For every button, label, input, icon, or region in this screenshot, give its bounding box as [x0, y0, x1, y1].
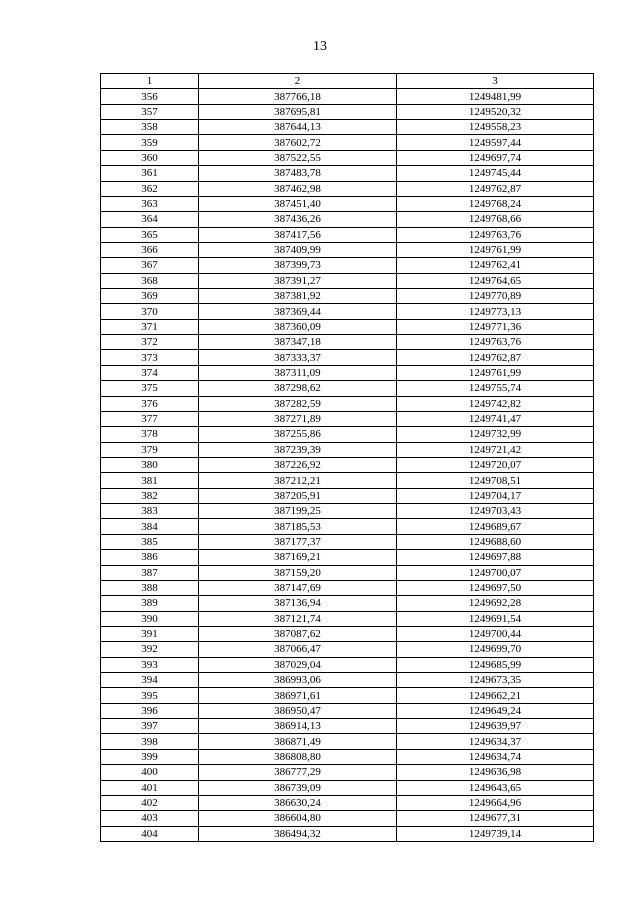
point-number-cell: 379: [101, 442, 199, 457]
y-coordinate-cell: 1249481,99: [397, 89, 594, 104]
table-row: [101, 688, 594, 703]
y-coordinate-cell: 1249685,99: [397, 657, 594, 672]
point-number-cell: 404: [101, 826, 199, 841]
table-row: [101, 304, 594, 319]
table-row: [101, 196, 594, 211]
y-coordinate-cell: 1249697,74: [397, 150, 594, 165]
x-coordinate-cell: 387347,18: [199, 335, 397, 350]
y-coordinate-cell: 1249739,14: [397, 826, 594, 841]
x-coordinate-cell: 387462,98: [199, 181, 397, 196]
table-row: [101, 673, 594, 688]
y-coordinate-cell: 1249664,96: [397, 795, 594, 810]
table-row: [101, 488, 594, 503]
y-coordinate-cell: 1249643,65: [397, 780, 594, 795]
y-coordinate-cell: 1249763,76: [397, 335, 594, 350]
point-number-cell: 364: [101, 212, 199, 227]
x-coordinate-cell: 386950,47: [199, 703, 397, 718]
point-number-cell: 396: [101, 703, 199, 718]
x-coordinate-cell: 386630,24: [199, 795, 397, 810]
x-coordinate-cell: 387159,20: [199, 565, 397, 580]
y-coordinate-cell: 1249697,50: [397, 580, 594, 595]
table-row: [101, 826, 594, 841]
x-coordinate-cell: 387255,86: [199, 427, 397, 442]
y-coordinate-cell: 1249634,74: [397, 749, 594, 764]
point-number-cell: 360: [101, 150, 199, 165]
point-number-cell: 374: [101, 365, 199, 380]
table-row: [101, 457, 594, 472]
x-coordinate-cell: 387226,92: [199, 457, 397, 472]
x-coordinate-cell: 387602,72: [199, 135, 397, 150]
y-coordinate-cell: 1249745,44: [397, 166, 594, 181]
page-number: 13: [313, 39, 327, 54]
point-number-cell: 402: [101, 795, 199, 810]
x-coordinate-cell: 387087,62: [199, 626, 397, 641]
table-row: [101, 319, 594, 334]
x-coordinate-cell: 387205,91: [199, 488, 397, 503]
x-coordinate-cell: 387311,09: [199, 365, 397, 380]
x-coordinate-cell: 387177,37: [199, 534, 397, 549]
y-coordinate-cell: 1249703,43: [397, 504, 594, 519]
header-row: [101, 74, 594, 89]
table-row: [101, 626, 594, 641]
y-coordinate-cell: 1249708,51: [397, 473, 594, 488]
point-number-cell: 370: [101, 304, 199, 319]
table-row: [101, 473, 594, 488]
x-coordinate-cell: 386871,49: [199, 734, 397, 749]
y-coordinate-cell: 1249704,17: [397, 488, 594, 503]
y-coordinate-cell: 1249721,42: [397, 442, 594, 457]
table-row: [101, 765, 594, 780]
table-row: [101, 335, 594, 350]
header-cell-2: 2: [199, 74, 397, 89]
y-coordinate-cell: 1249689,67: [397, 519, 594, 534]
point-number-cell: 390: [101, 611, 199, 626]
y-coordinate-cell: 1249520,32: [397, 104, 594, 119]
point-number-cell: 361: [101, 166, 199, 181]
x-coordinate-cell: 387199,25: [199, 504, 397, 519]
table-row: [101, 642, 594, 657]
y-coordinate-cell: 1249764,65: [397, 273, 594, 288]
y-coordinate-cell: 1249597,44: [397, 135, 594, 150]
point-number-cell: 381: [101, 473, 199, 488]
x-coordinate-cell: 386971,61: [199, 688, 397, 703]
y-coordinate-cell: 1249636,98: [397, 765, 594, 780]
table-row: [101, 811, 594, 826]
table-row: [101, 504, 594, 519]
coordinates-table: [100, 73, 594, 842]
point-number-cell: 376: [101, 396, 199, 411]
x-coordinate-cell: 386914,13: [199, 719, 397, 734]
x-coordinate-cell: 386993,06: [199, 673, 397, 688]
x-coordinate-cell: 387271,89: [199, 411, 397, 426]
table-row: [101, 427, 594, 442]
point-number-cell: 389: [101, 596, 199, 611]
x-coordinate-cell: 387029,04: [199, 657, 397, 672]
point-number-cell: 373: [101, 350, 199, 365]
y-coordinate-cell: 1249639,97: [397, 719, 594, 734]
table-row: [101, 749, 594, 764]
x-coordinate-cell: 387483,78: [199, 166, 397, 181]
x-coordinate-cell: 387169,21: [199, 550, 397, 565]
x-coordinate-cell: 386808,80: [199, 749, 397, 764]
table-row: [101, 734, 594, 749]
x-coordinate-cell: 386777,29: [199, 765, 397, 780]
table-row: [101, 719, 594, 734]
x-coordinate-cell: 386604,80: [199, 811, 397, 826]
y-coordinate-cell: 1249761,99: [397, 242, 594, 257]
x-coordinate-cell: 387409,99: [199, 242, 397, 257]
point-number-cell: 383: [101, 504, 199, 519]
point-number-cell: 366: [101, 242, 199, 257]
point-number-cell: 357: [101, 104, 199, 119]
table-row: [101, 442, 594, 457]
table-row: [101, 150, 594, 165]
x-coordinate-cell: 387369,44: [199, 304, 397, 319]
point-number-cell: 403: [101, 811, 199, 826]
y-coordinate-cell: 1249692,28: [397, 596, 594, 611]
table-row: [101, 657, 594, 672]
point-number-cell: 394: [101, 673, 199, 688]
point-number-cell: 387: [101, 565, 199, 580]
y-coordinate-cell: 1249649,24: [397, 703, 594, 718]
table-row: [101, 534, 594, 549]
y-coordinate-cell: 1249699,70: [397, 642, 594, 657]
table-header: [101, 74, 594, 89]
x-coordinate-cell: 387451,40: [199, 196, 397, 211]
point-number-cell: 380: [101, 457, 199, 472]
point-number-cell: 398: [101, 734, 199, 749]
point-number-cell: 369: [101, 289, 199, 304]
table-row: [101, 396, 594, 411]
y-coordinate-cell: 1249771,36: [397, 319, 594, 334]
x-coordinate-cell: 387212,21: [199, 473, 397, 488]
x-coordinate-cell: 387399,73: [199, 258, 397, 273]
x-coordinate-cell: 387282,59: [199, 396, 397, 411]
x-coordinate-cell: 386739,09: [199, 780, 397, 795]
y-coordinate-cell: 1249700,07: [397, 565, 594, 580]
x-coordinate-cell: 387766,18: [199, 89, 397, 104]
y-coordinate-cell: 1249770,89: [397, 289, 594, 304]
x-coordinate-cell: 387298,62: [199, 381, 397, 396]
table-row: [101, 365, 594, 380]
table-row: [101, 703, 594, 718]
x-coordinate-cell: 387239,39: [199, 442, 397, 457]
x-coordinate-cell: 386494,32: [199, 826, 397, 841]
table-row: [101, 166, 594, 181]
table-row: [101, 565, 594, 580]
y-coordinate-cell: 1249742,82: [397, 396, 594, 411]
point-number-cell: 362: [101, 181, 199, 196]
table-row: [101, 580, 594, 595]
y-coordinate-cell: 1249762,41: [397, 258, 594, 273]
x-coordinate-cell: 387136,94: [199, 596, 397, 611]
table-row: [101, 258, 594, 273]
x-coordinate-cell: 387381,92: [199, 289, 397, 304]
point-number-cell: 365: [101, 227, 199, 242]
x-coordinate-cell: 387360,09: [199, 319, 397, 334]
header-cell-1: 1: [101, 74, 199, 89]
y-coordinate-cell: 1249662,21: [397, 688, 594, 703]
table-row: [101, 289, 594, 304]
table-body: [101, 89, 594, 842]
point-number-cell: 384: [101, 519, 199, 534]
y-coordinate-cell: 1249755,74: [397, 381, 594, 396]
point-number-cell: 395: [101, 688, 199, 703]
point-number-cell: 391: [101, 626, 199, 641]
table-row: [101, 780, 594, 795]
table-row: [101, 120, 594, 135]
point-number-cell: 378: [101, 427, 199, 442]
y-coordinate-cell: 1249773,13: [397, 304, 594, 319]
y-coordinate-cell: 1249691,54: [397, 611, 594, 626]
x-coordinate-cell: 387522,55: [199, 150, 397, 165]
table-row: [101, 104, 594, 119]
point-number-cell: 358: [101, 120, 199, 135]
point-number-cell: 385: [101, 534, 199, 549]
point-number-cell: 401: [101, 780, 199, 795]
table-row: [101, 135, 594, 150]
y-coordinate-cell: 1249697,88: [397, 550, 594, 565]
y-coordinate-cell: 1249763,76: [397, 227, 594, 242]
x-coordinate-cell: 387417,56: [199, 227, 397, 242]
table-row: [101, 381, 594, 396]
table-row: [101, 596, 594, 611]
point-number-cell: 359: [101, 135, 199, 150]
point-number-cell: 367: [101, 258, 199, 273]
x-coordinate-cell: 387121,74: [199, 611, 397, 626]
x-coordinate-cell: 387066,47: [199, 642, 397, 657]
table-row: [101, 242, 594, 257]
y-coordinate-cell: 1249762,87: [397, 181, 594, 196]
y-coordinate-cell: 1249720,07: [397, 457, 594, 472]
table-row: [101, 795, 594, 810]
x-coordinate-cell: 387644,13: [199, 120, 397, 135]
y-coordinate-cell: 1249762,87: [397, 350, 594, 365]
point-number-cell: 399: [101, 749, 199, 764]
header-cell-3: 3: [397, 74, 594, 89]
table-row: [101, 273, 594, 288]
y-coordinate-cell: 1249634,37: [397, 734, 594, 749]
point-number-cell: 382: [101, 488, 199, 503]
point-number-cell: 372: [101, 335, 199, 350]
table-row: [101, 611, 594, 626]
y-coordinate-cell: 1249732,99: [397, 427, 594, 442]
point-number-cell: 386: [101, 550, 199, 565]
y-coordinate-cell: 1249768,66: [397, 212, 594, 227]
point-number-cell: 400: [101, 765, 199, 780]
y-coordinate-cell: 1249741,47: [397, 411, 594, 426]
y-coordinate-cell: 1249677,31: [397, 811, 594, 826]
table-row: [101, 181, 594, 196]
point-number-cell: 368: [101, 273, 199, 288]
point-number-cell: 363: [101, 196, 199, 211]
table-row: [101, 89, 594, 104]
x-coordinate-cell: 387333,37: [199, 350, 397, 365]
y-coordinate-cell: 1249761,99: [397, 365, 594, 380]
x-coordinate-cell: 387436,26: [199, 212, 397, 227]
table-row: [101, 411, 594, 426]
point-number-cell: 397: [101, 719, 199, 734]
point-number-cell: 393: [101, 657, 199, 672]
x-coordinate-cell: 387185,53: [199, 519, 397, 534]
point-number-cell: 371: [101, 319, 199, 334]
y-coordinate-cell: 1249700,44: [397, 626, 594, 641]
table-row: [101, 550, 594, 565]
point-number-cell: 356: [101, 89, 199, 104]
x-coordinate-cell: 387391,27: [199, 273, 397, 288]
y-coordinate-cell: 1249688,60: [397, 534, 594, 549]
y-coordinate-cell: 1249673,35: [397, 673, 594, 688]
table-row: [101, 350, 594, 365]
y-coordinate-cell: 1249558,23: [397, 120, 594, 135]
y-coordinate-cell: 1249768,24: [397, 196, 594, 211]
table-row: [101, 227, 594, 242]
x-coordinate-cell: 387695,81: [199, 104, 397, 119]
table-row: [101, 519, 594, 534]
point-number-cell: 375: [101, 381, 199, 396]
table-row: [101, 212, 594, 227]
point-number-cell: 388: [101, 580, 199, 595]
point-number-cell: 392: [101, 642, 199, 657]
point-number-cell: 377: [101, 411, 199, 426]
x-coordinate-cell: 387147,69: [199, 580, 397, 595]
